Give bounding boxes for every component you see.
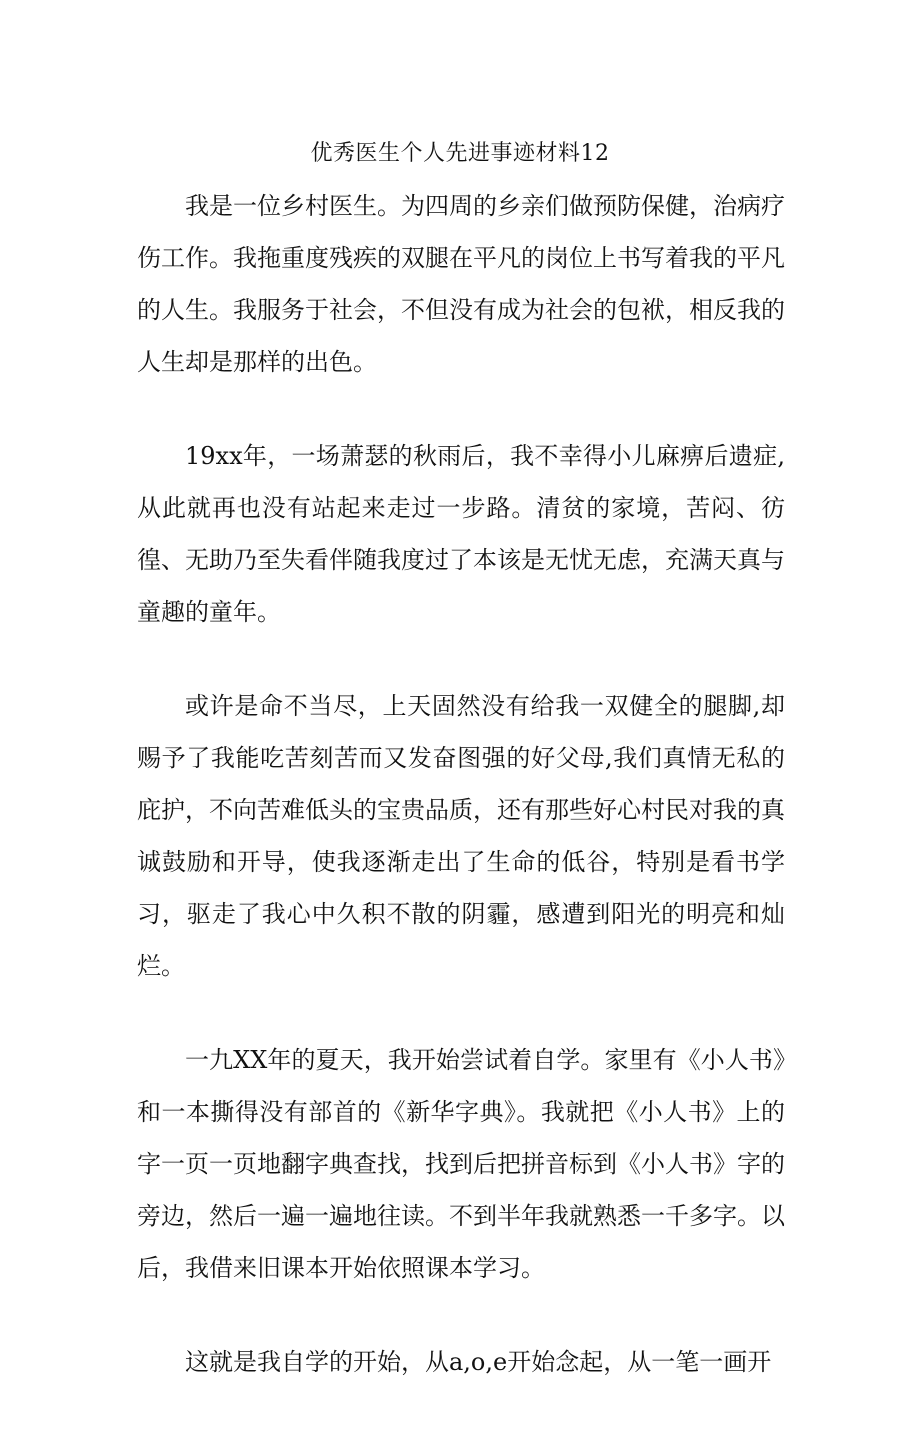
paragraph-3: 或许是命不当尽，上天固然没有给我一双健全的腿脚,却赐予了我能吃苦刻苦而又发奋图强的好父母,我们真情无私的庇护，不向苦难低头的宝贵品质，还有那些好心村民对我的真诚鼓励和开导，使我逐渐走出了生命的低谷，特别是看书学习，驱走了我心中久积不散的阴霾，感遭到阳光的明亮和灿烂。	[137, 692, 785, 980]
paragraph-4: 一九XX年的夏天，我开始尝试着自学。家里有《小人书》和一本撕得没有部首的《新华字典》。我就把《小人书》上的字一页一页地翻字典查找，找到后把拼音标到《小人书》字的旁边，然后一遍一遍地往读。不到半年我就熟悉一千多字。以后，我借来旧课本开始依照课本学习。	[137, 1046, 785, 1282]
document-body	[137, 180, 785, 1430]
paragraph-2: 19xx年，一场萧瑟的秋雨后，我不幸得小儿麻痹后遗症,从此就再也没有站起来走过一步路。清贫的家境，苦闷、彷徨、无助乃至失看伴随我度过了本该是无忧无虑，充满天真与童趣的童年。	[137, 442, 785, 626]
paragraph-5: 这就是我自学的开始，从a,o,e开始念起，从一笔一画开	[185, 1348, 772, 1376]
document-title: 优秀医生个人先进事迹材料12	[310, 141, 610, 166]
paragraph-1: 我是一位乡村医生。为四周的乡亲们做预防保健，治病疗伤工作。我拖重度残疾的双腿在平凡的岗位上书写着我的平凡的人生。我服务于社会，不但没有成为社会的包袱，相反我的人生却是那样的出色。	[137, 192, 785, 376]
